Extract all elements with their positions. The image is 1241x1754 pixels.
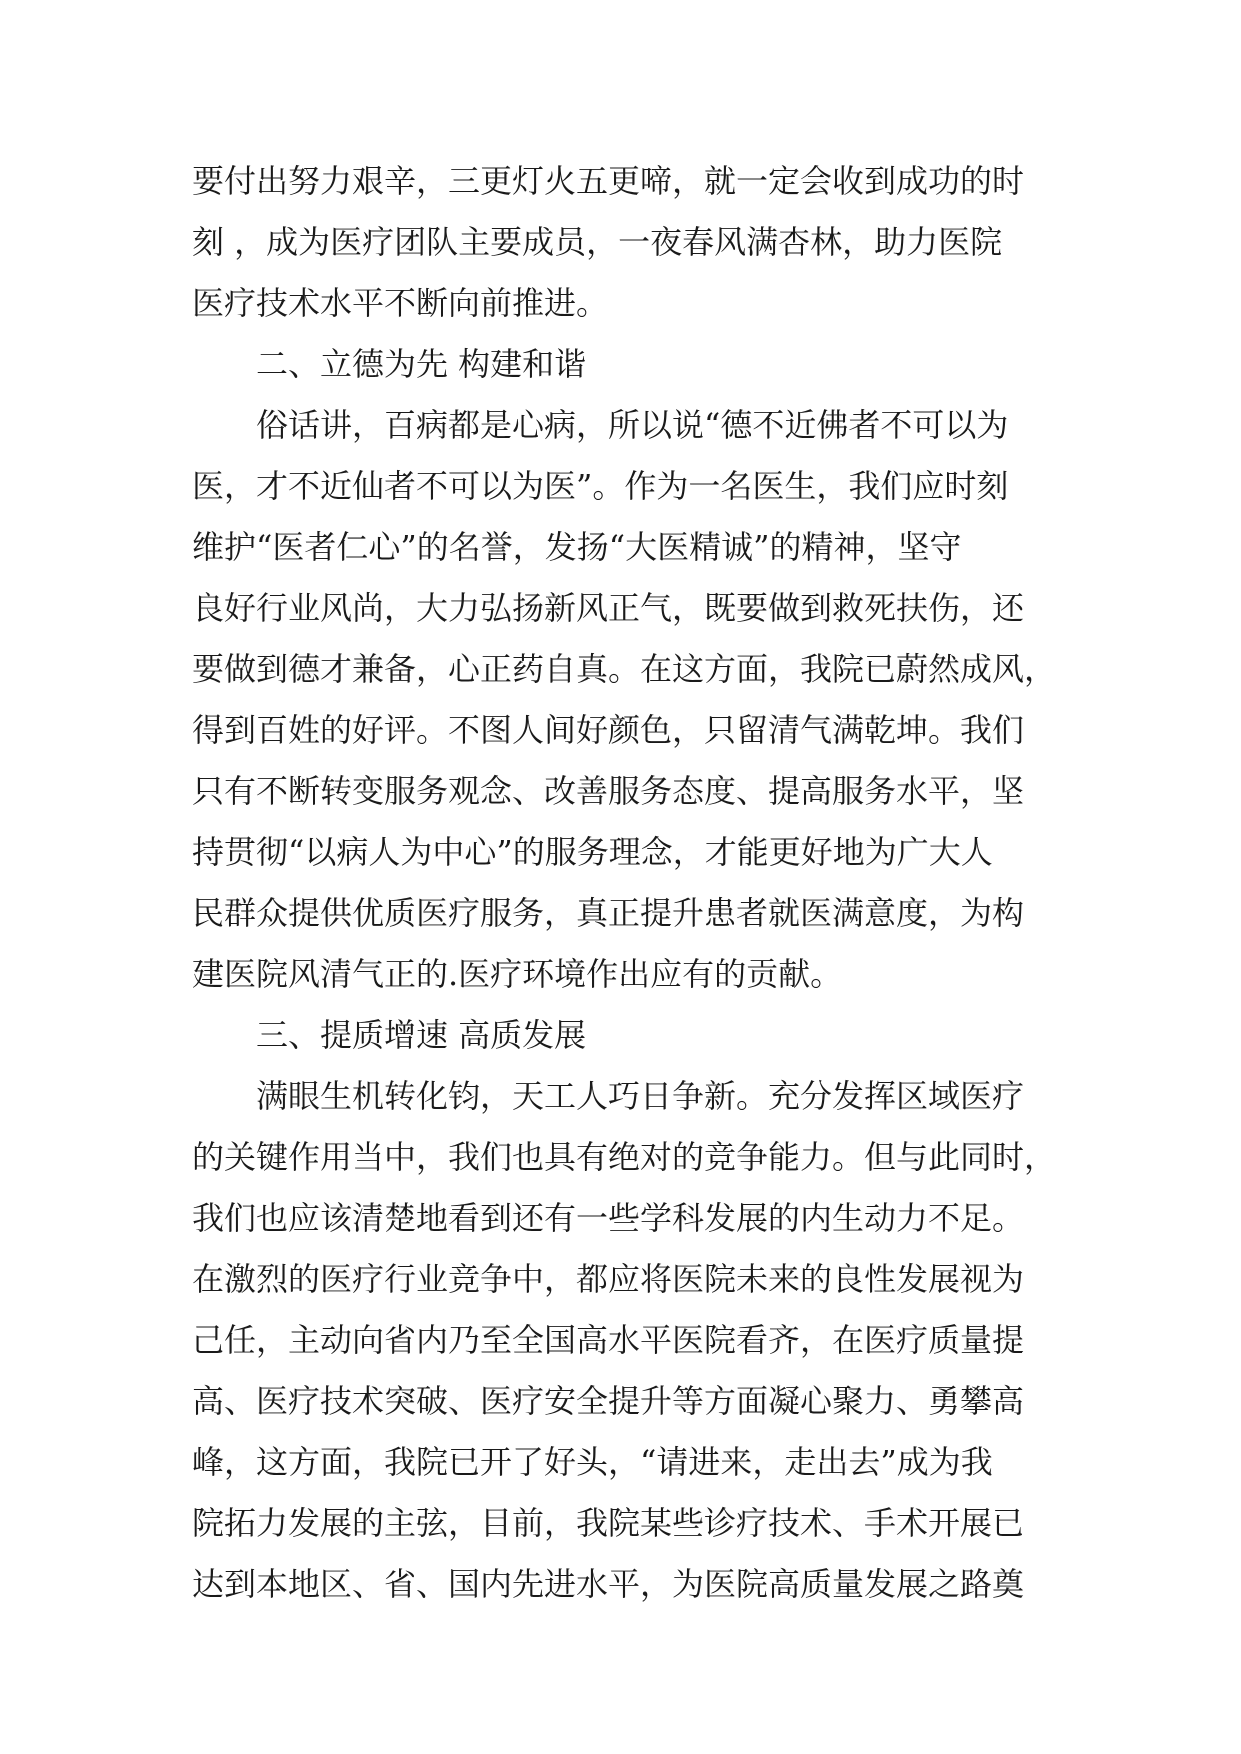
text-line-14: 建医院风清气正的.医疗环境作出应有的贡献。 bbox=[192, 955, 843, 993]
text-line-13: 民群众提供优质医疗服务，真正提升患者就医满意度，为构 bbox=[192, 894, 1025, 932]
text-line-8: 良好行业风尚，大力弘扬新风正气，既要做到救死扶伤，还 bbox=[192, 589, 1025, 627]
text-line-6: 医，才不近仙者不可以为医”。作为一名医生，我们应时刻 bbox=[192, 467, 1009, 505]
text-line-16: 满眼生机转化钧，天工人巧日争新。充分发挥区域医疗 bbox=[256, 1077, 1025, 1115]
text-line-18: 我们也应该清楚地看到还有一些学科发展的内生动力不足。 bbox=[192, 1199, 1025, 1237]
text-line-3: 医疗技术水平不断向前推进。 bbox=[192, 284, 609, 322]
text-line-21: 高、医疗技术突破、医疗安全提升等方面凝心聚力、勇攀高 bbox=[192, 1382, 1025, 1420]
text-line-23: 院拓力发展的主弦，目前，我院某些诊疗技术、手术开展已 bbox=[192, 1504, 1025, 1542]
text-line-9: 要做到德才兼备，心正药自真。在这方面，我院已蔚然成风， bbox=[192, 650, 1057, 688]
text-line-1: 要付出努力艰辛，三更灯火五更啼，就一定会收到成功的时 bbox=[192, 162, 1025, 200]
section-heading-2: 二、立德为先 构建和谐 bbox=[256, 345, 587, 383]
text-line-2: 刻 ，成为医疗团队主要成员，一夜春风满杏林，助力医院 bbox=[192, 223, 1003, 261]
text-line-7: 维护“医者仁心”的名誉，发扬“大医精诚”的精神，坚守 bbox=[192, 528, 962, 566]
text-line-17: 的关键作用当中，我们也具有绝对的竞争能力。但与此同时， bbox=[192, 1138, 1057, 1176]
section-heading-3: 三、提质增速 高质发展 bbox=[256, 1016, 587, 1054]
text-line-10: 得到百姓的好评。不图人间好颜色，只留清气满乾坤。我们 bbox=[192, 711, 1025, 749]
text-line-20: 己任，主动向省内乃至全国高水平医院看齐，在医疗质量提 bbox=[192, 1321, 1025, 1359]
text-line-5: 俗话讲，百病都是心病，所以说“德不近佛者不可以为 bbox=[256, 406, 1009, 444]
text-line-11: 只有不断转变服务观念、改善服务态度、提高服务水平，坚 bbox=[192, 772, 1025, 810]
text-line-24: 达到本地区、省、国内先进水平，为医院高质量发展之路奠 bbox=[192, 1565, 1025, 1603]
text-line-12: 持贯彻“以病人为中心”的服务理念，才能更好地为广大人 bbox=[192, 833, 993, 871]
text-line-22: 峰，这方面，我院已开了好头，“请进来，走出去”成为我 bbox=[192, 1443, 993, 1481]
text-line-19: 在激烈的医疗行业竞争中，都应将医院未来的良性发展视为 bbox=[192, 1260, 1025, 1298]
